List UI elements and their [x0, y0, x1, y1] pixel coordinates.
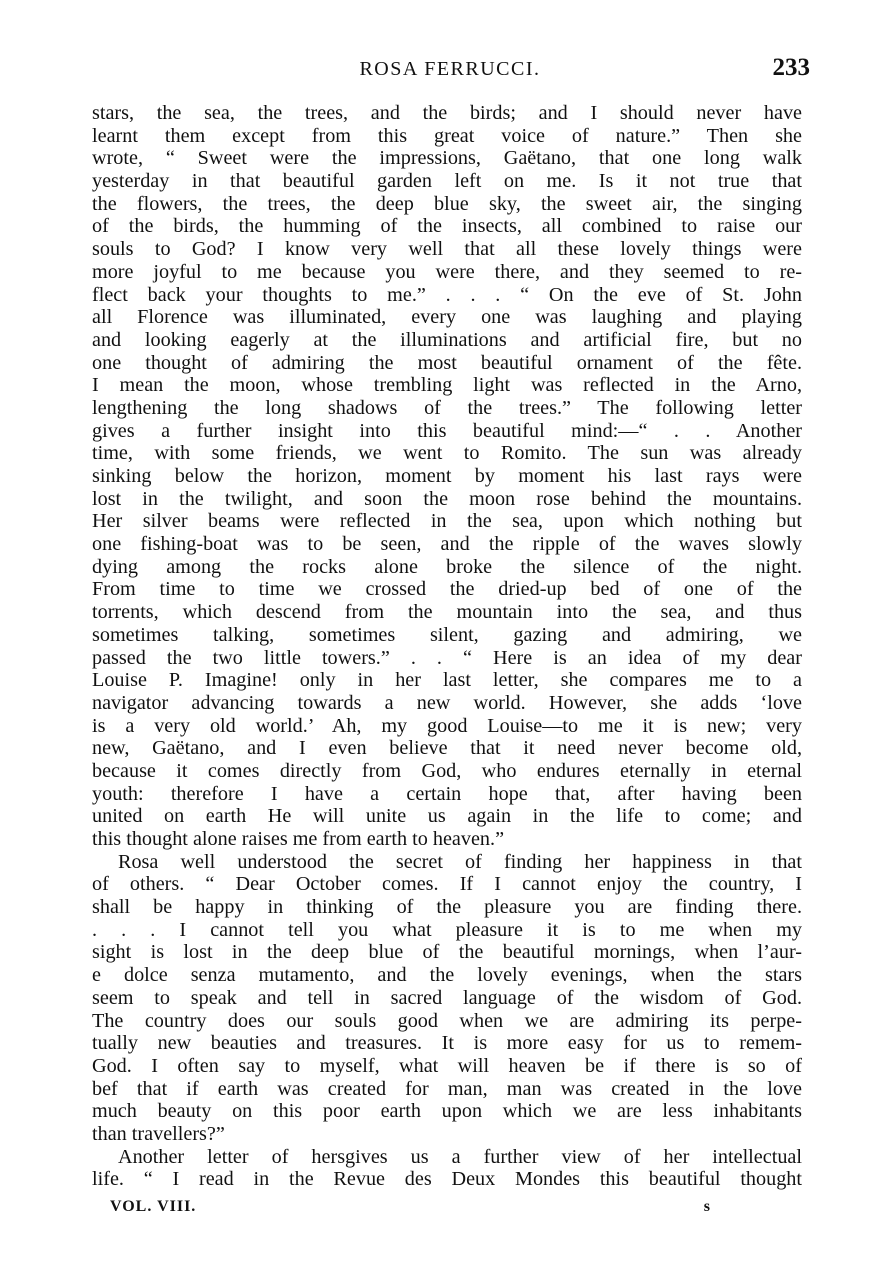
- text-line: of the birds, the humming of the insects, all combined to raise our: [92, 215, 802, 238]
- text-line: tually new beauties and treasures. It is more easy for us to remem-: [92, 1032, 802, 1055]
- text-line: sometimes talking, sometimes silent, gazing and admiring, we: [92, 623, 802, 646]
- text-line: all Florence was illuminated, every one was laughing and playing: [92, 306, 802, 329]
- text-line: God. I often say to myself, what will heaven be if there is so of: [92, 1054, 802, 1077]
- text-line: life. “ I read in the Revue des Deux Mondes this beautiful thought: [92, 1168, 802, 1191]
- text-line: dying among the rocks alone broke the silence of the night.: [92, 555, 802, 578]
- text-line: learnt them except from this great voice of nature.” Then she: [92, 124, 802, 147]
- text-line: Another letter of hersgives us a further view of her intellectual: [118, 1145, 802, 1168]
- text-line: navigator advancing towards a new world. However, she adds ‘love: [92, 691, 802, 714]
- text-line: From time to time we crossed the dried-up bed of one of the: [92, 578, 802, 601]
- text-line: souls to God? I know very well that all these lovely things were: [92, 238, 802, 261]
- text-line: youth: therefore I have a certain hope that, after having been: [92, 782, 802, 805]
- text-line: passed the two little towers.” . . “ Here is an idea of my dear: [92, 646, 802, 669]
- text-line: shall be happy in thinking of the pleasure you are finding there.: [92, 896, 802, 919]
- page-footer: [110, 1198, 710, 1222]
- text-line: gives a further insight into this beautiful mind:—“ . . Another: [92, 419, 802, 442]
- body-text: [92, 102, 802, 1191]
- text-line: more joyful to me because you were there, and they seemed to re-: [92, 260, 802, 283]
- text-line: is a very old world.’ Ah, my good Louise—to me it is new; very: [92, 714, 802, 737]
- text-line: new, Gaëtano, and I even believe that it need never become old,: [92, 737, 802, 760]
- text-line: sinking below the horizon, moment by moment his last rays were: [92, 465, 802, 487]
- page-number: 233: [772, 54, 810, 81]
- text-line: and looking eagerly at the illuminations and artificial fire, but no: [92, 328, 802, 351]
- text-line: time, with some friends, we went to Romito. The sun was already: [92, 442, 802, 465]
- text-line: one thought of admiring the most beautiful ornament of the fête.: [92, 351, 802, 374]
- volume-signature: VOL. VIII.: [110, 1198, 197, 1215]
- text-line: Rosa well understood the secret of finding her happiness in that: [118, 850, 802, 873]
- text-line: The country does our souls good when we are admiring its perpe-: [92, 1009, 802, 1032]
- text-line: one fishing-boat was to be seen, and the ripple of the waves slowly: [92, 533, 802, 556]
- text-line: wrote, “ Sweet were the impressions, Gaëtano, that one long walk: [92, 147, 802, 170]
- text-line: bef that if earth was created for man, man was created in the love: [92, 1077, 802, 1100]
- text-line: seem to speak and tell in sacred language of the wisdom of God.: [92, 986, 802, 1009]
- text-line: sight is lost in the deep blue of the beautiful mornings, when l’aur-: [92, 941, 802, 964]
- text-line: yesterday in that beautiful garden left on me. Is it not true that: [92, 170, 802, 193]
- text-line: torrents, which descend from the mountain into the sea, and thus: [92, 601, 802, 624]
- text-line: this thought alone raises me from earth to heaven.”: [92, 828, 505, 850]
- text-line: of others. “ Dear October comes. If I cannot enjoy the country, I: [92, 873, 802, 896]
- text-line: Her silver beams were reflected in the sea, upon which nothing but: [92, 510, 802, 533]
- signature-mark: s: [703, 1198, 710, 1215]
- running-title: ROSA FERRUCCI.: [359, 58, 541, 80]
- text-line: . . . I cannot tell you what pleasure it is to me when my: [92, 918, 802, 941]
- text-line: because it comes directly from God, who endures eternally in eternal: [92, 759, 802, 782]
- page-header: [90, 54, 810, 84]
- text-line: lengthening the long shadows of the trees.” The following letter: [92, 396, 802, 419]
- text-line: e dolce senza mutamento, and the lovely evenings, when the stars: [92, 964, 802, 987]
- text-line: much beauty on this poor earth upon which we are less inhabitants: [92, 1100, 802, 1123]
- text-line: Louise P. Imagine! only in her last letter, she compares me to a: [92, 669, 802, 692]
- text-line: I mean the moon, whose trembling light was reflected in the Arno,: [92, 374, 802, 397]
- text-line: the flowers, the trees, the deep blue sky, the sweet air, the singing: [92, 192, 802, 215]
- text-line: united on earth He will unite us again in the life to come; and: [92, 805, 802, 828]
- text-line: flect back your thoughts to me.” . . . “ On the eve of St. John: [92, 283, 802, 306]
- text-line: stars, the sea, the trees, and the birds; and I should never have: [92, 102, 802, 124]
- text-line: lost in the twilight, and soon the moon rose behind the mountains.: [92, 487, 802, 510]
- text-line: than travellers?”: [92, 1122, 225, 1145]
